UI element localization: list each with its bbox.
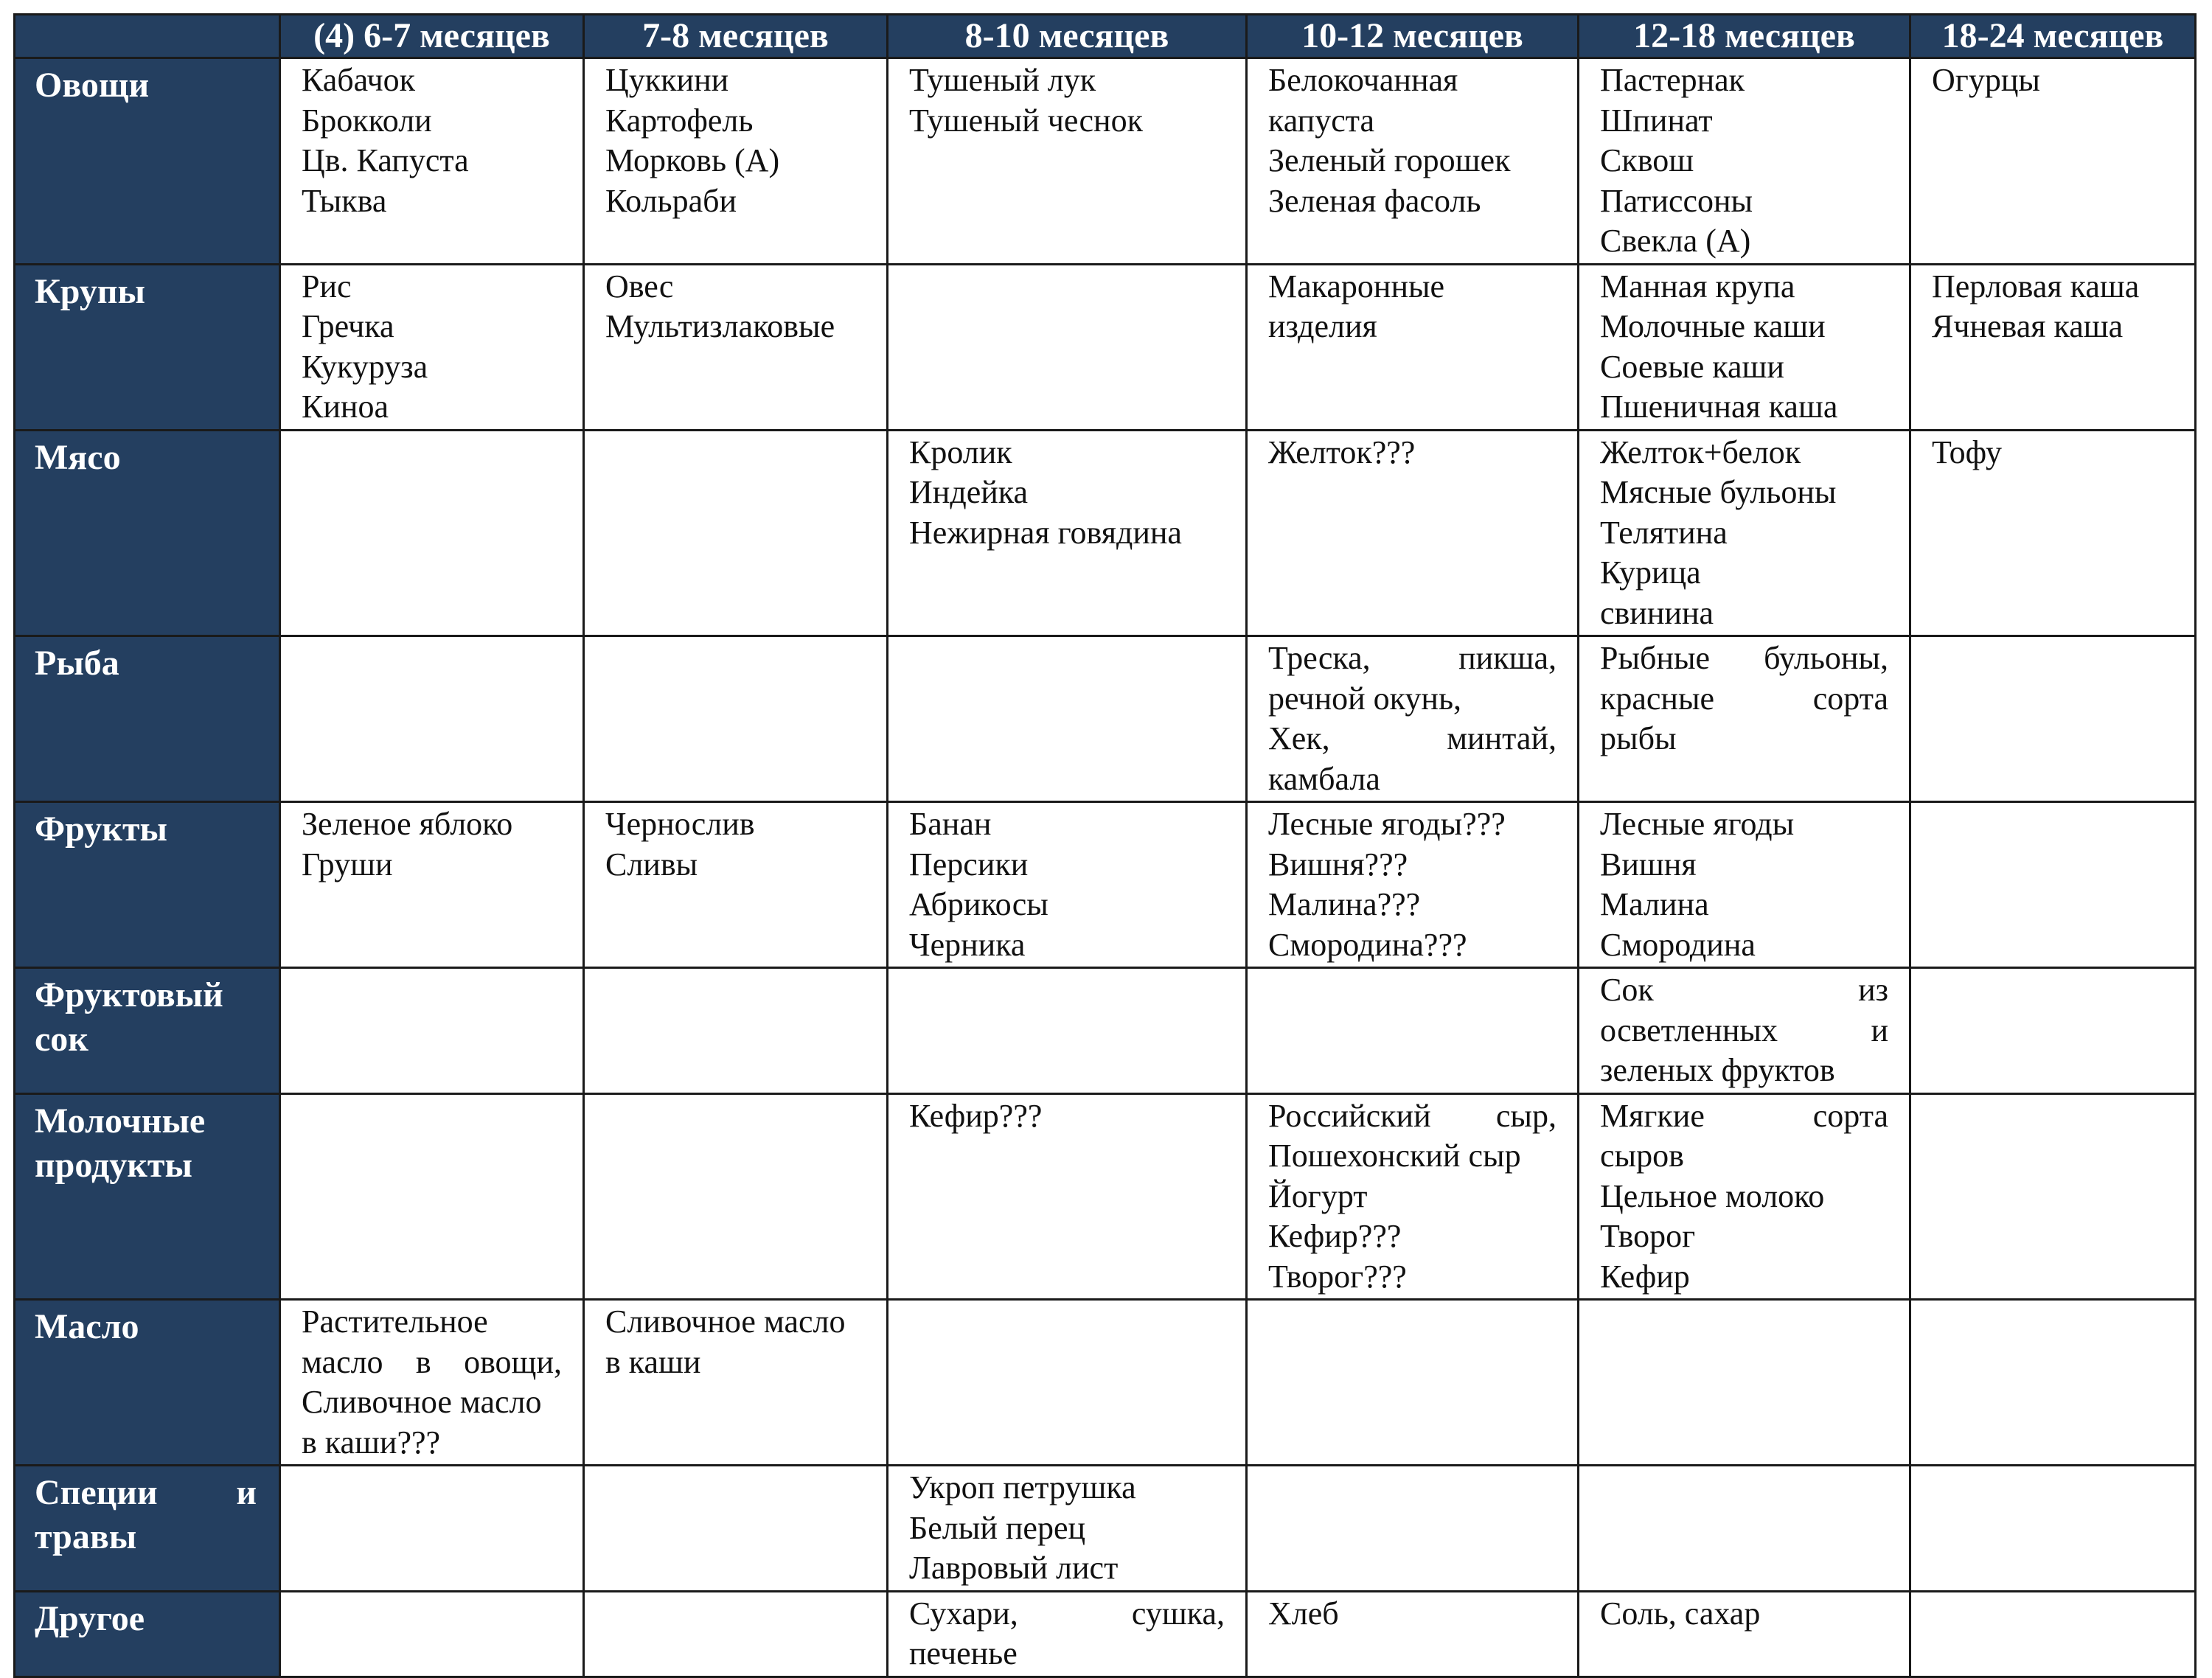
table-cell: Укроп петрушка Белый перец Лавровый лист <box>888 1466 1247 1592</box>
row-header-other: Другое <box>15 1591 280 1677</box>
row-header-fruit-juice: Фруктовый сок <box>15 968 280 1094</box>
table-cell: Сливочное масло в каши <box>584 1300 888 1466</box>
table-cell: Овес Мультизлаковые <box>584 264 888 430</box>
table-cell: Кролик Индейка Нежирная говядина <box>888 430 1247 636</box>
table-cell: Тушеный лук Тушеный чеснок <box>888 58 1247 265</box>
table-cell: Рис Гречка Кукуруза Киноа <box>280 264 584 430</box>
table-cell <box>1910 1300 2196 1466</box>
table-cell <box>1910 1093 2196 1300</box>
table-cell: Чернослив Сливы <box>584 802 888 968</box>
table-cell <box>280 1093 584 1300</box>
feeding-schedule-sheet <box>13 13 2194 1678</box>
column-header-12-18-months: 12-18 месяцев <box>1579 15 1910 58</box>
column-header-8-10-months: 8-10 месяцев <box>888 15 1247 58</box>
table-cell <box>1247 968 1579 1094</box>
table-row-fish <box>15 636 2196 802</box>
table-cell <box>1247 1300 1579 1466</box>
table-cell <box>888 968 1247 1094</box>
table-cell: Лесные ягоды Вишня Малина Смородина <box>1579 802 1910 968</box>
header-row <box>15 15 2196 58</box>
table-cell <box>1910 1591 2196 1677</box>
table-cell: Желток+белок Мясные бульоны Телятина Курица свинина <box>1579 430 1910 636</box>
table-row-oil <box>15 1300 2196 1466</box>
table-cell <box>888 1300 1247 1466</box>
table-cell <box>584 1466 888 1592</box>
table-cell: Кабачок Брокколи Цв. Капуста Тыква <box>280 58 584 265</box>
table-cell: Белокочанная капуста Зеленый горошек Зеленая фасоль <box>1247 58 1579 265</box>
table-cell <box>280 1466 584 1592</box>
table-cell <box>1910 968 2196 1094</box>
table-cell <box>1910 636 2196 802</box>
table-cell: Тофу <box>1910 430 2196 636</box>
table-row-fruit-juice <box>15 968 2196 1094</box>
table-cell: Российский сыр, Пошехонский сыр Йогурт Кефир??? Творог??? <box>1247 1093 1579 1300</box>
table-cell <box>888 636 1247 802</box>
column-header-6-7-months: (4) 6-7 месяцев <box>280 15 584 58</box>
table-cell <box>1579 1300 1910 1466</box>
table-cell: Банан Персики Абрикосы Черника <box>888 802 1247 968</box>
table-cell <box>1910 1466 2196 1592</box>
table-row-meat <box>15 430 2196 636</box>
column-header-18-24-months: 18-24 месяцев <box>1910 15 2196 58</box>
table-cell: Сок из осветленных и зеленых фруктов <box>1579 968 1910 1094</box>
table-cell <box>280 1591 584 1677</box>
table-row-fruits <box>15 802 2196 968</box>
table-row-vegetables <box>15 58 2196 265</box>
table-row-dairy <box>15 1093 2196 1300</box>
table-cell: Макаронные изделия <box>1247 264 1579 430</box>
row-header-cereals: Крупы <box>15 264 280 430</box>
table-row-other <box>15 1591 2196 1677</box>
table-cell <box>1579 1466 1910 1592</box>
table-row-spices <box>15 1466 2196 1592</box>
table-cell <box>280 636 584 802</box>
table-cell <box>584 636 888 802</box>
table-cell: Треска, пикша, речной окунь, Хек, минтай, камбала <box>1247 636 1579 802</box>
table-cell <box>1247 1466 1579 1592</box>
table-cell: Манная крупа Молочные каши Соевые каши Пшеничная каша <box>1579 264 1910 430</box>
table-cell <box>1910 802 2196 968</box>
table-cell <box>584 1591 888 1677</box>
column-header-7-8-months: 7-8 месяцев <box>584 15 888 58</box>
table-cell: Перловая каша Ячневая каша <box>1910 264 2196 430</box>
table-cell: Соль, сахар <box>1579 1591 1910 1677</box>
feeding-schedule-table <box>13 13 2197 1678</box>
table-cell: Пастернак Шпинат Сквош Патиссоны Свекла (А) <box>1579 58 1910 265</box>
table-cell <box>888 264 1247 430</box>
column-header-10-12-months: 10-12 месяцев <box>1247 15 1579 58</box>
row-header-fish: Рыба <box>15 636 280 802</box>
row-header-oil: Масло <box>15 1300 280 1466</box>
table-cell: Рыбные бульоны, красные сорта рыбы <box>1579 636 1910 802</box>
table-cell <box>584 968 888 1094</box>
table-cell: Хлеб <box>1247 1591 1579 1677</box>
row-header-dairy: Молочные продукты <box>15 1093 280 1300</box>
corner-cell <box>15 15 280 58</box>
table-cell: Кефир??? <box>888 1093 1247 1300</box>
table-cell <box>584 1093 888 1300</box>
table-cell: Огурцы <box>1910 58 2196 265</box>
table-cell: Зеленое яблоко Груши <box>280 802 584 968</box>
table-cell: Лесные ягоды??? Вишня??? Малина??? Смородина??? <box>1247 802 1579 968</box>
row-header-vegetables: Овощи <box>15 58 280 265</box>
table-cell <box>280 430 584 636</box>
table-cell <box>280 968 584 1094</box>
table-cell <box>584 430 888 636</box>
table-cell: Желток??? <box>1247 430 1579 636</box>
table-cell: Растительное масло в овощи, Сливочное масло в каши??? <box>280 1300 584 1466</box>
table-row-cereals <box>15 264 2196 430</box>
table-cell: Сухари, сушка, печенье <box>888 1591 1247 1677</box>
row-header-fruits: Фрукты <box>15 802 280 968</box>
table-cell: Мягкие сорта сыров Цельное молоко Творог Кефир <box>1579 1093 1910 1300</box>
table-cell: Цуккини Картофель Морковь (А) Кольраби <box>584 58 888 265</box>
row-header-spices: Специи и травы <box>15 1466 280 1592</box>
row-header-meat: Мясо <box>15 430 280 636</box>
